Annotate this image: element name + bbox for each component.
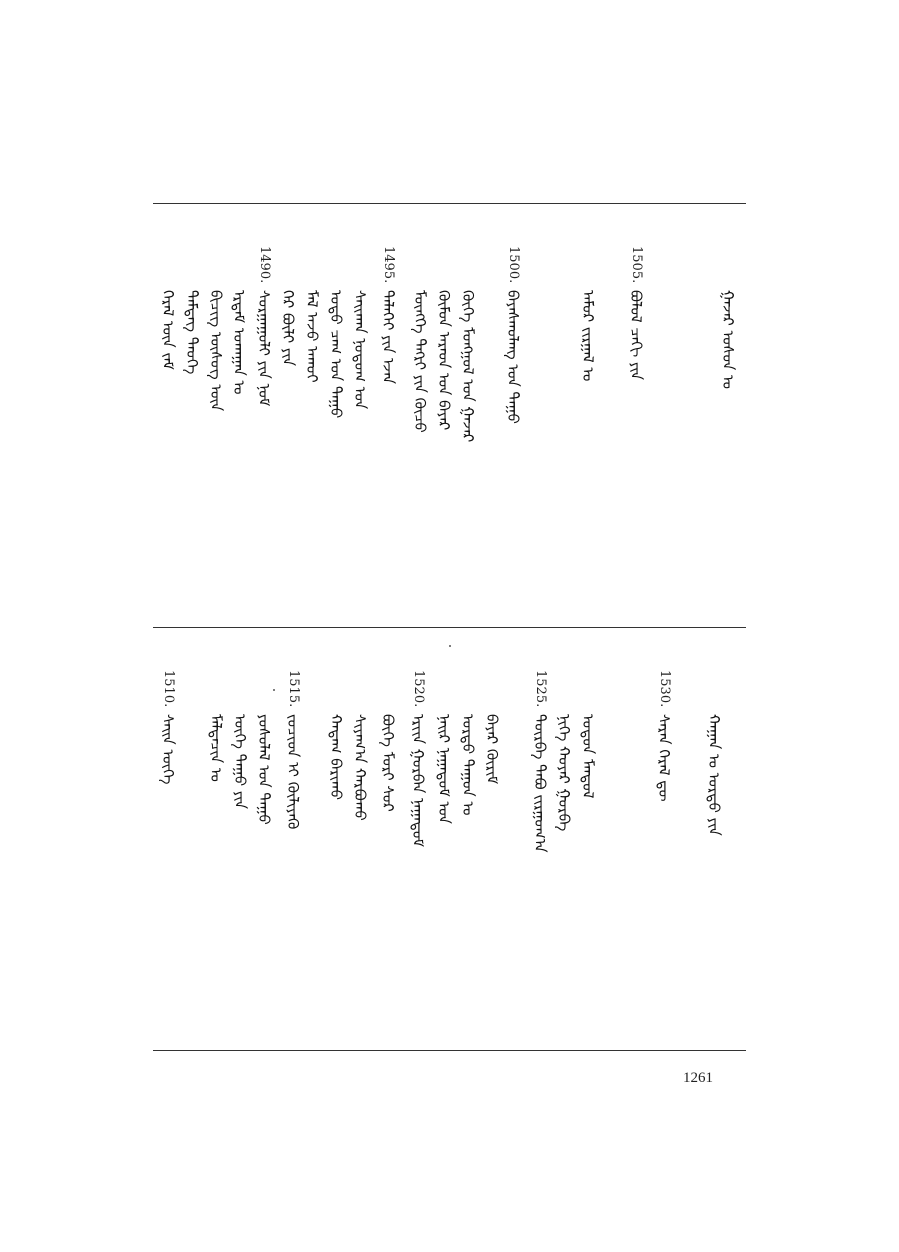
- text-line: ᠦᠭᠡ ᠳᠠᠭᠤ ᠶᠢᠨ: [231, 714, 249, 810]
- line-marker: 1520.: [411, 670, 426, 708]
- line-marker: 1505.: [629, 246, 644, 284]
- text-line: ᠭᠠᠵᠠᠷ ᠤᠰᠤᠨ ᠤ: [719, 290, 737, 390]
- text-line: ᠬᠦᠮᠦᠨ ᠠᠷᠠᠳ ᠤᠨ ᠪᠠᠶᠠᠷ: [435, 290, 453, 431]
- text-line: 1530. ᠰᠠᠷᠠᠨ ᠭᠡᠷᠡᠯ ᠳᠦ: [651, 634, 677, 1044]
- text-line: ᠨᠠᠢᠷ ᠨᠠᠭᠠᠳᠤᠮ ᠤᠨ: [435, 714, 453, 824]
- text-line: ᠪᠢᠴᠢᠭ ᠦᠰᠦᠭ ᠦᠨ: [207, 290, 225, 412]
- text-line: 1525. ᠳᠥᠷᠪᠡ ᠲᠠᠪᠤ ᠵᠢᠷᠭᠤᠭ᠎ᠠ: [527, 634, 553, 1044]
- text-line: ᠲᠡᠮᠳᠡᠭ ᠲᠡᠦᠬᠡ: [183, 290, 201, 375]
- upper-text-panel: [155, 210, 746, 620]
- text-line: ᠭᠡᠷᠡᠯ ᠦᠨ ᠵᠠᠮ: [159, 290, 177, 370]
- text-line: ᠰᠢᠶᠠᠭ᠎ᠠ ᠬᠠᠷᠪᠤᠬᠤ: [351, 714, 369, 821]
- text-line: ᠣᠳᠤ ᠴᠠᠭ ᠤᠨ ᠳᠠᠭᠤ: [327, 290, 345, 419]
- text-line: 1495. ᠳᠡᠯᠡᠬᠡᠢ ᠶᠢᠨ ᠡᠵᠡᠨ: [375, 210, 401, 620]
- lower-text-panel: [155, 634, 746, 1044]
- bottom-rule: [153, 1050, 746, 1051]
- line-marker: 1515.: [286, 670, 301, 708]
- text-line: ᠪᠠᠶᠠᠷ ᠬᠦᠷᠢᠮ: [483, 714, 501, 785]
- text-line: ᠭᠡᠷ ᠪᠦᠯᠢ ᠶᠢᠨ: [279, 290, 297, 367]
- line-marker: 1500.: [506, 246, 521, 284]
- text-line: ᠣᠳᠤᠨ ᠮᠠᠨᠳᠤᠯ: [579, 714, 597, 799]
- text-line: ᠠᠮᠤᠷ ᠵᠢᠷᠭᠠᠯ ᠤ: [579, 290, 597, 382]
- scan-speck: [449, 645, 451, 647]
- text-line: 1520. ᠡᠷᠢᠢᠨ ᠭᠤᠷᠪᠠᠨ ᠨᠠᠭᠠᠳᠤᠮ: [405, 634, 431, 1044]
- text-line: ᠮᠠᠯ ᠠᠵᠤ ᠠᠬᠤᠢ: [303, 290, 321, 383]
- text-line: ᠨᠢᠭᠡ ᠬᠣᠶᠠᠷ ᠭᠤᠷᠪᠠ: [555, 714, 573, 832]
- text-line: ᠤᠷᠲᠤ ᠳᠠᠭᠤᠨ ᠤ: [459, 714, 477, 816]
- text-line: ᠬᠥᠬᠡ ᠮᠣᠩᠭᠣᠯ ᠤᠨ ᠭᠠᠵᠠᠷ: [459, 290, 477, 443]
- text-line: ᠡᠷᠳᠡᠮ ᠤᠬᠠᠭᠠᠨ ᠤ: [230, 290, 248, 395]
- scan-speck: [273, 689, 275, 691]
- line-marker: 1530.: [657, 670, 672, 708]
- text-line: ᠮᠥᠩᠬᠡ ᠲᠩᠷᠢ ᠶᠢᠨ ᠬᠦᠴᠦ: [411, 290, 429, 433]
- text-line: ᠮᠠᠯᠲᠠᠴᠢᠨ ᠤ: [207, 714, 225, 782]
- line-marker: 1510.: [161, 670, 176, 708]
- text-line: ᠪᠥᠬᠡ ᠮᠣᠷᠢ ᠰᠤᠷ: [379, 714, 397, 812]
- text-line: ᠬᠠᠭᠠᠨ ᠤ ᠣᠷᠳᠤ ᠶᠢᠨ: [705, 714, 723, 836]
- text-line: 1515. ᠵᠣᠴᠢᠳ ᠢ ᠬᠦᠯᠢᠶᠡᠬᠦ: [280, 634, 306, 1044]
- text-line: 1500. ᠪᠠᠶᠠᠰᠬᠤᠯᠠᠩ ᠤᠨ ᠳᠠᠭᠤ: [500, 210, 526, 620]
- top-rule: [153, 203, 746, 204]
- text-line: 1505. ᠪᠣᠯᠤᠯ ᠴᠠᠭᠢ ᠶᠢᠨ: [623, 210, 649, 620]
- line-marker: 1495.: [381, 246, 396, 284]
- text-line: ᠬᠠᠳᠠᠭ ᠪᠠᠷᠢᠬᠤ: [327, 714, 345, 801]
- middle-rule: [153, 627, 746, 628]
- line-marker: 1525.: [533, 670, 548, 708]
- page-number: 1261: [683, 1070, 713, 1086]
- text-line: 1490. ᠰᠤᠷᠭᠠᠭᠤᠯᠢ ᠶᠢᠨ ᠨᠣᠮ: [251, 210, 277, 620]
- line-marker: 1490.: [257, 246, 272, 284]
- text-line: ᠰᠠᠢᠬᠠᠨ ᠨᠤᠲᠤᠭ ᠤᠨ: [351, 290, 369, 410]
- text-line: 1510. ᠰᠠᠢᠨ ᠦᠭᠡ: [155, 634, 181, 1044]
- text-line: ᠶᠣᠰᠤᠯᠠᠯ ᠤᠨ ᠳᠠᠭᠤ: [255, 714, 273, 825]
